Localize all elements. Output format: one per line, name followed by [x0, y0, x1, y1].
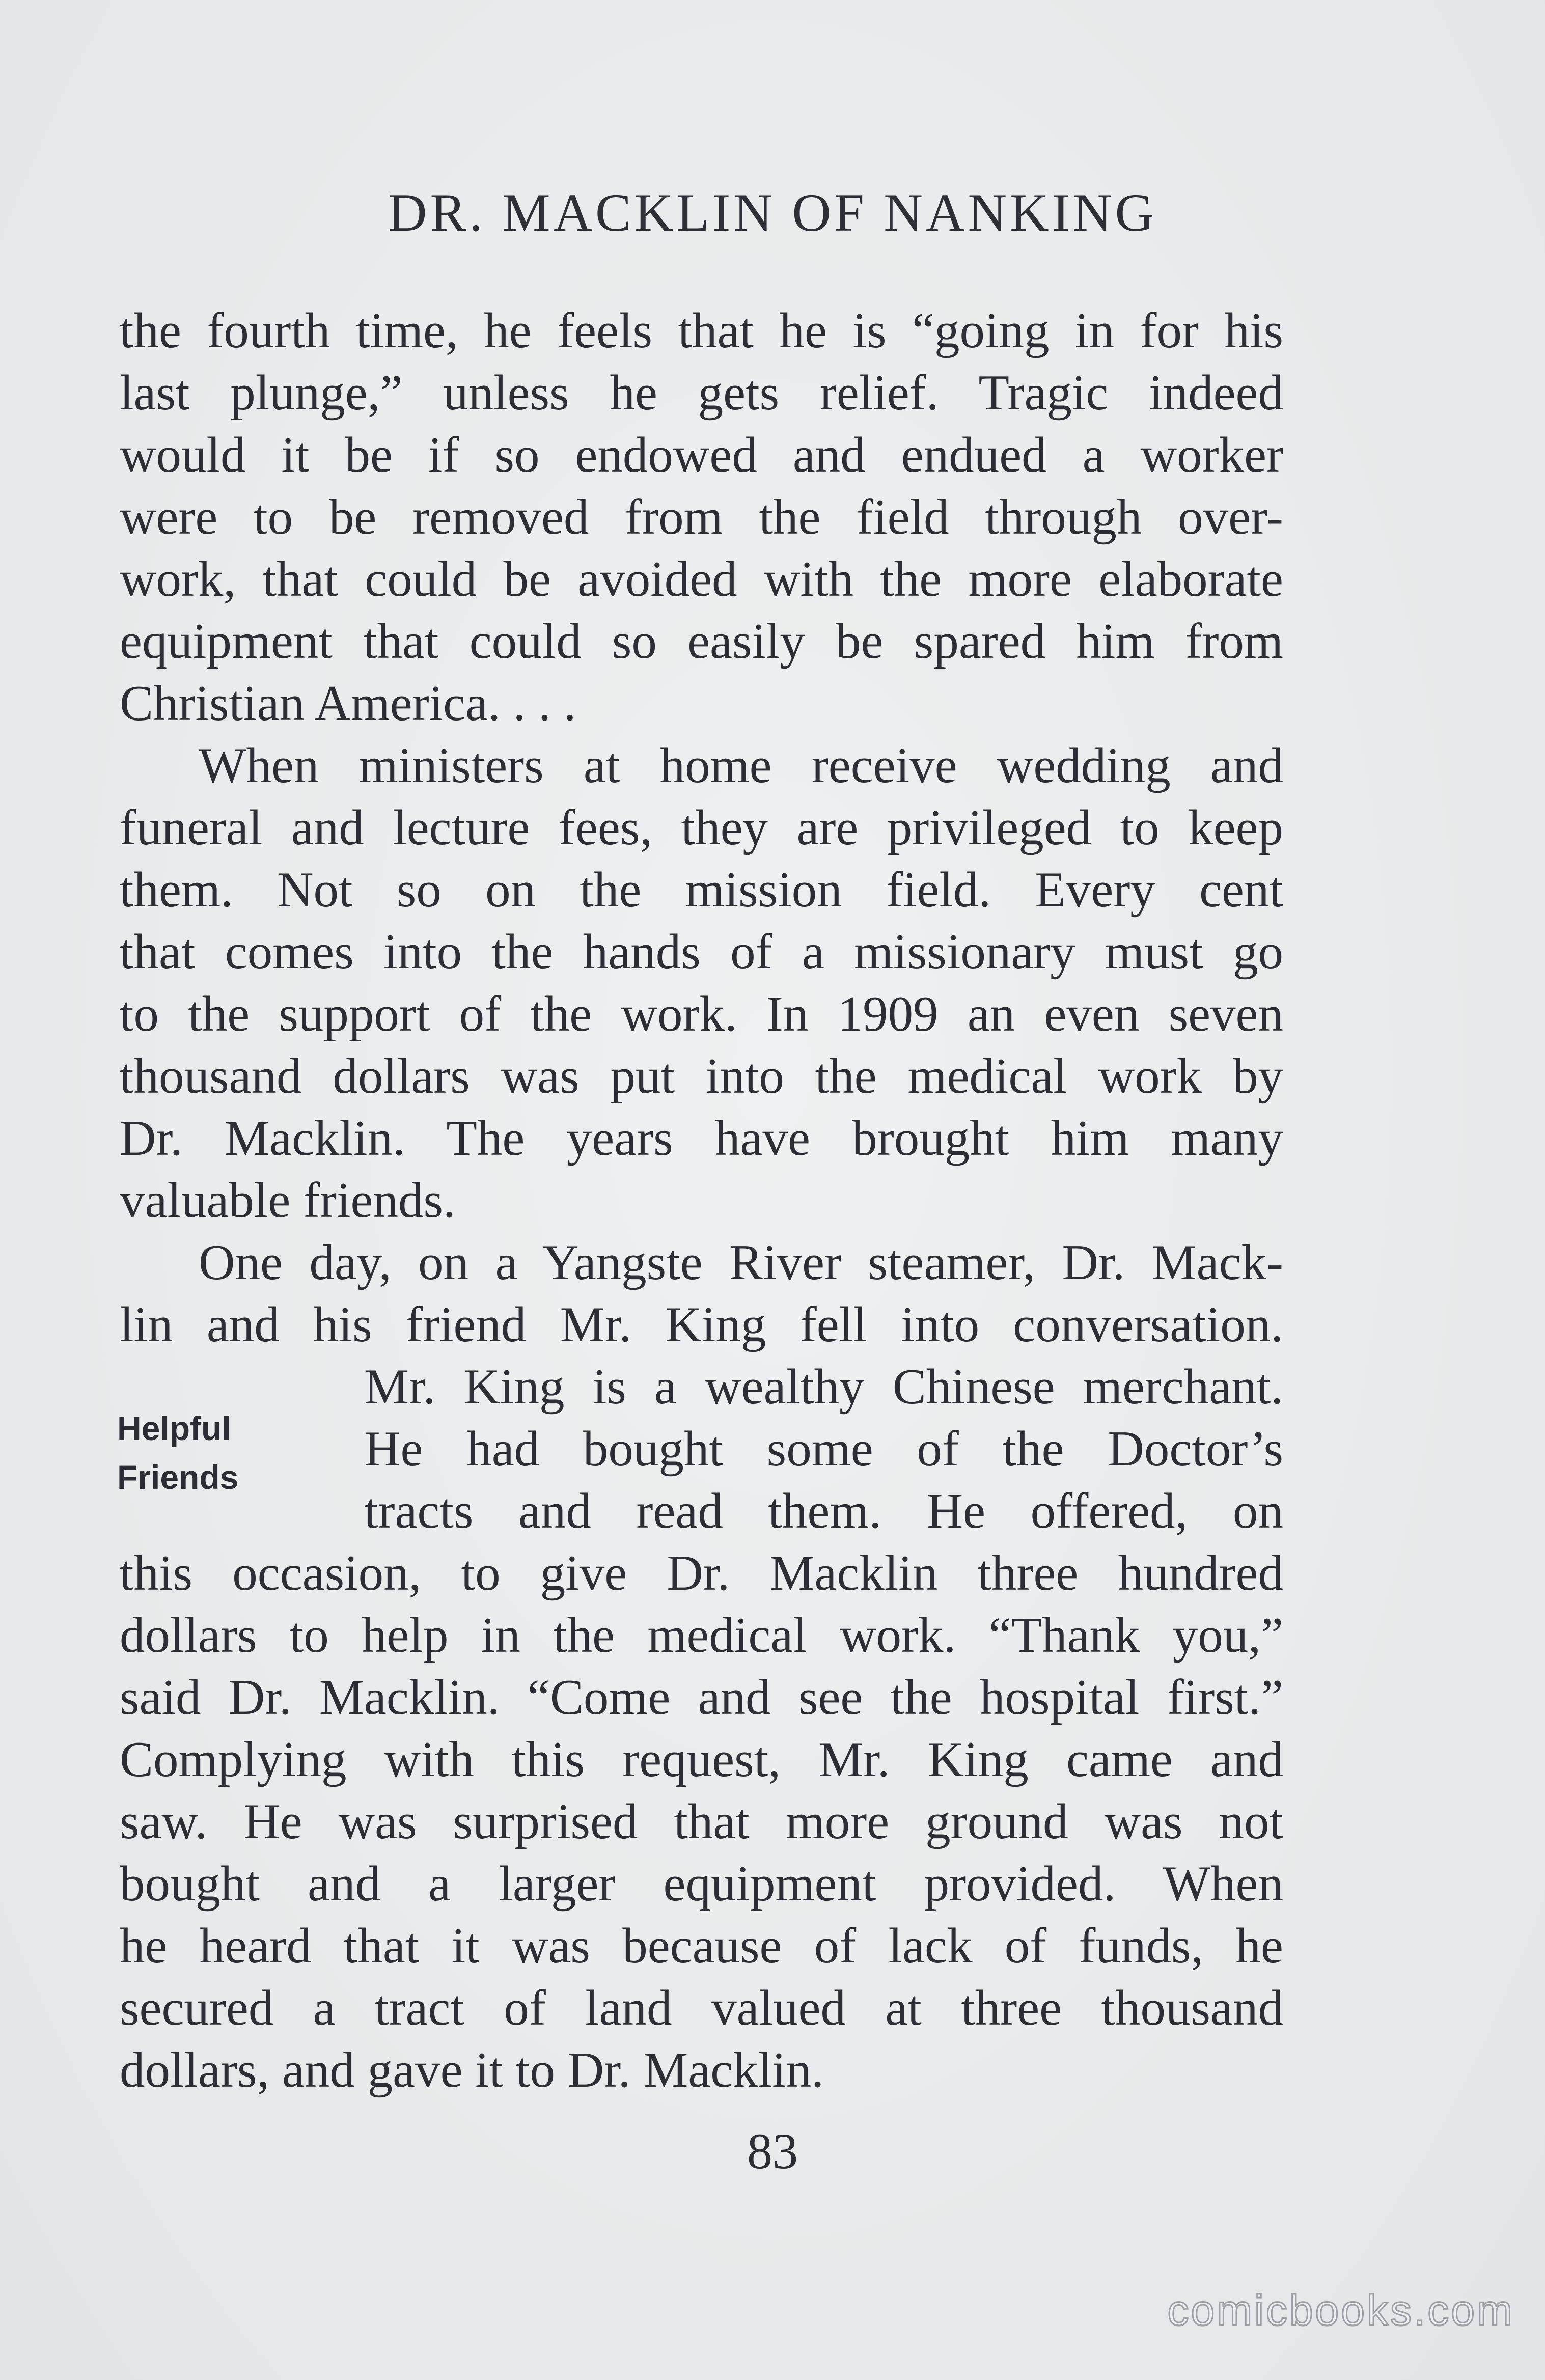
text-line: tracts and read them. He offered, on — [364, 1483, 1283, 1539]
text-line: were to be removed from the field through over- — [120, 489, 1283, 545]
text-line: thousand dollars was put into the medical work by — [120, 1048, 1283, 1104]
text-line: to the support of the work. In 1909 an even seven — [120, 986, 1283, 1042]
text-line: Complying with this request, Mr. King came and — [120, 1732, 1283, 1787]
text-line: Dr. Macklin. The years have brought him many — [120, 1111, 1283, 1166]
text-line: funeral and lecture fees, they are privileged to keep — [120, 800, 1283, 855]
sidenote-line: Friends — [117, 1458, 239, 1496]
text-line: valuable friends. — [120, 1173, 456, 1228]
watermark: comicbooks.com — [1167, 2286, 1514, 2334]
text-line: dollars, and gave it to Dr. Macklin. — [120, 2042, 824, 2098]
text-line: lin and his friend Mr. King fell into conversation. — [120, 1297, 1283, 1352]
text-line: Mr. King is a wealthy Chinese merchant. — [364, 1359, 1283, 1415]
text-line: When ministers at home receive wedding and — [199, 738, 1283, 793]
text-line: said Dr. Macklin. “Come and see the hospital first.” — [120, 1670, 1283, 1725]
text-line: bought and a larger equipment provided. When — [120, 1856, 1283, 1912]
text-line: equipment that could so easily be spared him from — [120, 614, 1283, 669]
text-line: work, that could be avoided with the more elaborate — [120, 551, 1283, 607]
text-line: them. Not so on the mission field. Every cent — [120, 862, 1283, 918]
text-line: dollars to help in the medical work. “Thank you,” — [120, 1608, 1283, 1663]
text-line: One day, on a Yangste River steamer, Dr. Mack- — [199, 1235, 1283, 1290]
text-line: He had bought some of the Doctor’s — [364, 1421, 1283, 1477]
text-line: this occasion, to give Dr. Macklin three hundred — [120, 1545, 1283, 1601]
text-line: that comes into the hands of a missionary must go — [120, 924, 1283, 980]
page-number: 83 — [747, 2123, 798, 2179]
text-line: saw. He was surprised that more ground was not — [120, 1794, 1283, 1849]
text-line: Christian America. . . . — [120, 676, 576, 731]
sidenote-line: Helpful — [117, 1409, 231, 1447]
text-line: the fourth time, he feels that he is “going in for his — [120, 303, 1283, 358]
text-line: he heard that it was because of lack of funds, he — [120, 1918, 1283, 1974]
running-head: DR. MACKLIN OF NANKING — [388, 183, 1157, 242]
text-line: last plunge,” unless he gets relief. Tragic indeed — [120, 365, 1283, 421]
text-line: would it be if so endowed and endued a worker — [120, 427, 1283, 483]
text-line: secured a tract of land valued at three thousand — [120, 1980, 1283, 2036]
